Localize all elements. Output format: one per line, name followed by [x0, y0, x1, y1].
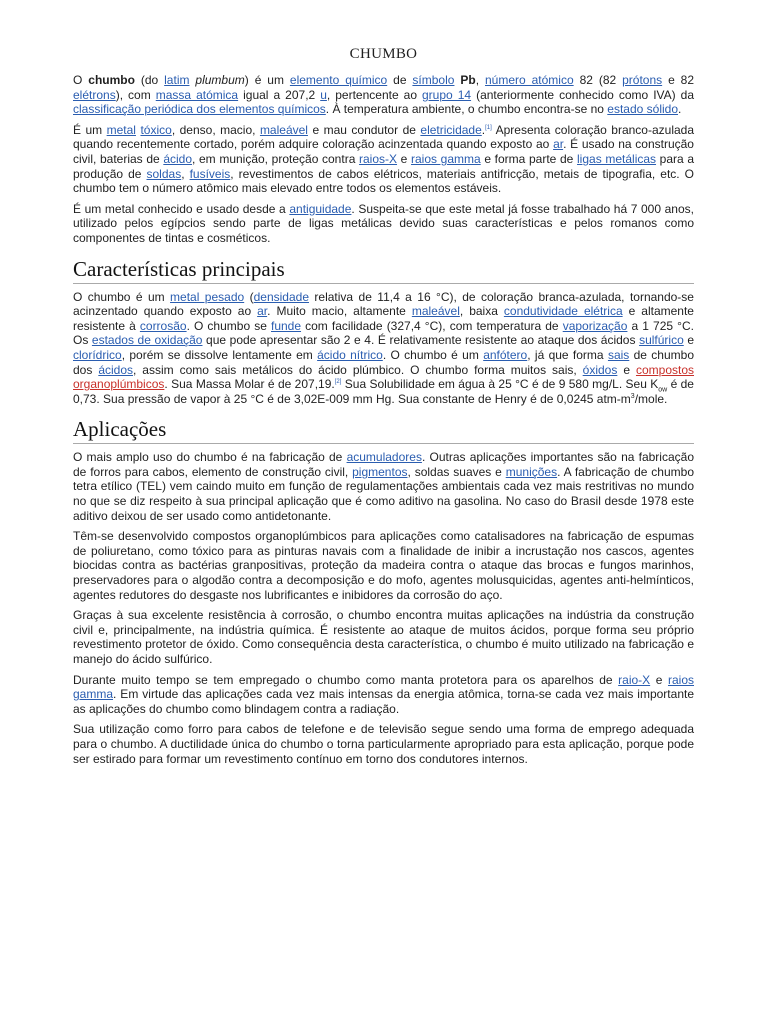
text: que pode apresentar são 2 e 4. É relativamente resistente ao ataque dos ácidos [202, 333, 640, 348]
intro-paragraph-1 [73, 73, 694, 117]
link-cloridrico[interactable]: clorídrico [73, 347, 122, 362]
aplicacoes-paragraph-1 [73, 450, 694, 523]
text: e [650, 672, 668, 687]
text: e altamente resistente à [73, 304, 694, 333]
section-heading-caracteristicas: Características principais [73, 256, 694, 284]
text: O [73, 73, 89, 87]
text: , denso, macio, [171, 122, 260, 137]
text: . À temperatura ambiente, o chumbo encontra-se no [325, 102, 608, 117]
link-municoes[interactable]: munições [505, 464, 558, 479]
link-pigmentos[interactable]: pigmentos [352, 464, 408, 479]
text: O chumbo é um [73, 289, 171, 304]
link-raios-x[interactable]: raios-X [359, 151, 398, 166]
italic-term: plumbum [195, 73, 245, 87]
text: Durante muito tempo se tem empregado o chumbo como manta protetora para os aparelhos de [73, 672, 619, 687]
text: , porém se dissolve lentamente em [121, 347, 318, 362]
link-numero-atomico[interactable]: número atómico [485, 73, 574, 87]
link-anfotero[interactable]: anfótero [483, 347, 528, 362]
link-vaporizacao[interactable]: vaporização [562, 318, 628, 333]
text: . Em virtude das aplicações cada vez mais intensas da energia atômica, torna-se cada vez mais importante as aplicações do chumbo como blindagem contra a radiação. [73, 687, 694, 716]
text: a 1 725 °C. Os [73, 318, 694, 348]
link-elemento-quimico[interactable]: elemento químico [289, 73, 388, 87]
link-acido-nitrico[interactable]: ácido nítrico [317, 347, 383, 362]
text: , pertencente ao [326, 87, 422, 102]
text: Sua Solubilidade em água à 25 °C é de 9 580 mg/L. Seu K [341, 377, 659, 392]
link-compostos-organoplumbicos[interactable]: compostos organoplúmbicos [73, 362, 694, 392]
link-oxidos[interactable]: óxidos [582, 362, 618, 377]
text: . A fabricação de chumbo tetra etílico (TEL) vem caindo muito em função de regulamentações ambientais cada vez mais restritivas no mundo no que se diz respeito à sua principal aplicação que é como aditivo na gasolina. No caso do Brasil desde 1978 este aditivo deixou de ser usado como antidetonante. [73, 464, 694, 523]
text: de [387, 73, 413, 87]
text: . O chumbo se [186, 318, 271, 333]
text: O mais amplo uso do chumbo é na fabricação de [73, 450, 347, 465]
text: É um [73, 122, 107, 137]
link-u[interactable]: u [320, 87, 327, 102]
text: . Suspeita-se que este metal já fosse trabalhado há 7 000 anos, utilizado pelos egípcios sendo parte de ligas metálicas devido suas características e pelos romanos como componentes de tintas e cosméticos. [73, 201, 694, 245]
text: . Muito macio, altamente [267, 304, 412, 319]
text: Apresenta coloração branco-azulada quando recentemente cortado, porém adquire coloração acinzentada quando exposto ao [73, 122, 695, 152]
text: . [678, 102, 682, 117]
text: com facilidade (327,4 °C), com temperatura de [301, 318, 563, 333]
text: e [683, 333, 694, 348]
link-raio-x[interactable]: raio-X [618, 672, 651, 687]
text: , assim como sais metálicos do ácido plúmbico. O chumbo forma muitos sais, [133, 362, 583, 377]
superscript-3: 3 [630, 392, 635, 400]
text: . Outras aplicações importantes são na fabricação de forros para cabos, elemento de construção civil, [73, 450, 694, 479]
text: 82 (82 [573, 73, 623, 87]
link-eletricidade[interactable]: eletricidade [420, 122, 482, 137]
text: ) é um [244, 73, 290, 87]
aplicacoes-paragraph-3: Graças à sua excelente resistência à corrosão, o chumbo encontra muitas aplicações na indústria da construção civil e, principalmente, na indústria química. É resistente ao ataque de muitos ácidos, porque forma seu próprio revestimento protetor de óxido. Como consequência desta característica, o chumbo é muito utilizado na fabricação e manejo do ácido sulfúrico. [73, 608, 694, 666]
document-page [73, 0, 694, 772]
link-raios-gamma[interactable]: raios gamma [411, 151, 481, 166]
text: /mole. [634, 391, 668, 406]
text: igual a 207,2 [238, 87, 321, 102]
aplicacoes-paragraph-2: Têm-se desenvolvido compostos organoplúmbicos para aplicações como catalisadores na fabricação de espumas de poliuretano, como tóxico para as pinturas navais com a finalidade de inibir a incrustação nos cascos, agentes biocidas contra as bactérias granpositivas, proteção da madeira contra o ataque das brocas e fungos marinhos, preservadores para o algodão contra a decomposição e do mofo, agentes molusquicidas, agentes anti-helmínticos, agentes redutores do desgaste nos lubrificantes e inibidores da corrosão do aço. [73, 529, 694, 602]
reference-1[interactable]: [1] [485, 124, 492, 131]
bold-term: Pb [460, 73, 476, 87]
link-protons[interactable]: prótons [622, 73, 663, 87]
text: (anteriormente conhecido como IVA) da [471, 87, 694, 102]
text: e mau condutor de [307, 122, 421, 137]
text: (do [134, 73, 165, 87]
link-fusiveis[interactable]: fusíveis [189, 166, 231, 181]
link-grupo-14[interactable]: grupo 14 [422, 87, 472, 102]
link-acumuladores[interactable]: acumuladores [346, 450, 422, 465]
text: relativa de 11,4 a 16 °C), de coloração branca-azulada, tornando-se acinzentado quando exposto ao [73, 289, 694, 319]
link-raios-gamma[interactable]: raios gamma [73, 672, 694, 702]
text: , baixa [459, 304, 504, 319]
section-heading-aplicacoes: Aplicações [73, 416, 694, 444]
link-estados-oxidacao[interactable]: estados de oxidação [91, 333, 203, 348]
text: . [481, 122, 486, 137]
link-densidade[interactable]: densidade [253, 289, 309, 304]
text: , [475, 73, 485, 87]
link-metal[interactable]: metal [106, 122, 136, 137]
link-eletrons[interactable]: elétrons [73, 87, 116, 102]
link-corrosao[interactable]: corrosão [139, 318, 187, 333]
text: é de 0,73. Sua pressão de vapor à 25 °C é de 3,02E-009 mm Hg. Sua constante de Henry é de 0,0245 atm-m [73, 377, 694, 406]
text: . É usado na construção civil, baterias de [73, 137, 694, 166]
caracteristicas-paragraph [73, 290, 694, 407]
text: . Sua Massa Molar é de 207,19. [164, 377, 335, 392]
link-ar[interactable]: ar [257, 304, 268, 319]
text: e forma parte de [480, 151, 578, 166]
text: e 82 [662, 73, 695, 87]
link-antiguidade[interactable]: antiguidade [289, 201, 352, 216]
bold-term: chumbo [88, 73, 135, 87]
text: , soldas suaves e [407, 464, 506, 479]
text: É um metal conhecido e usado desde a [73, 201, 290, 216]
link-acidos[interactable]: ácidos [98, 362, 133, 377]
link-massa-atomica[interactable]: massa atómica [155, 87, 239, 102]
link-classificacao-periodica[interactable]: classificação periódica dos elementos químicos [73, 102, 326, 117]
text: ), com [115, 87, 156, 102]
intro-paragraph-3 [73, 202, 694, 246]
text: , revestimentos de cabos elétricos, materiais antifricção, metais de tipografia, etc. O chumbo tem o número atômico mais elevado entre todos os elementos estáveis. [73, 166, 694, 196]
text: e [617, 362, 636, 377]
aplicacoes-paragraph-4 [73, 673, 694, 717]
page-title: CHUMBO [349, 46, 418, 62]
link-estado-solido[interactable]: estado sólido [607, 102, 679, 117]
link-sulfurico[interactable]: sulfúrico [639, 333, 684, 348]
text: , [181, 166, 190, 181]
link-ligas-metalicas[interactable]: ligas metálicas [577, 151, 657, 166]
link-maleavel[interactable]: maleável [411, 304, 460, 319]
link-ar[interactable]: ar [553, 137, 564, 152]
text: , já que forma [527, 347, 608, 362]
intro-paragraph-2 [73, 123, 694, 196]
text: para a produção de [73, 151, 695, 181]
link-condutividade-eletrica[interactable]: condutividade elétrica [503, 304, 623, 319]
link-metal-pesado[interactable]: metal pesado [170, 289, 245, 304]
link-acido[interactable]: ácido [163, 151, 193, 166]
link-funde[interactable]: funde [271, 318, 302, 333]
link-maleavel[interactable]: maleável [259, 122, 308, 137]
reference-2[interactable]: [2] [334, 379, 342, 386]
subscript-ow: ow [658, 386, 668, 394]
link-soldas[interactable]: soldas [146, 166, 182, 181]
text: de chumbo dos [73, 347, 694, 377]
link-simbolo[interactable]: símbolo [412, 73, 455, 87]
link-latim[interactable]: latim [164, 73, 190, 87]
text: . O chumbo é um [382, 347, 484, 362]
text: e [397, 151, 412, 166]
text: ( [244, 289, 254, 304]
text: , em munição, proteção contra [192, 151, 360, 166]
aplicacoes-paragraph-5: Sua utilização como forro para cabos de telefone e de televisão segue sendo uma forma de emprego adequada para o chumbo. A ductilidade única do chumbo o torna particularmente apropriado para esta aplicação, porque pode ser estirado para formar um revestimento contínuo em torno dos condutores internos. [73, 722, 694, 766]
link-sais[interactable]: sais [607, 347, 630, 362]
link-toxico[interactable]: tóxico [140, 122, 172, 137]
